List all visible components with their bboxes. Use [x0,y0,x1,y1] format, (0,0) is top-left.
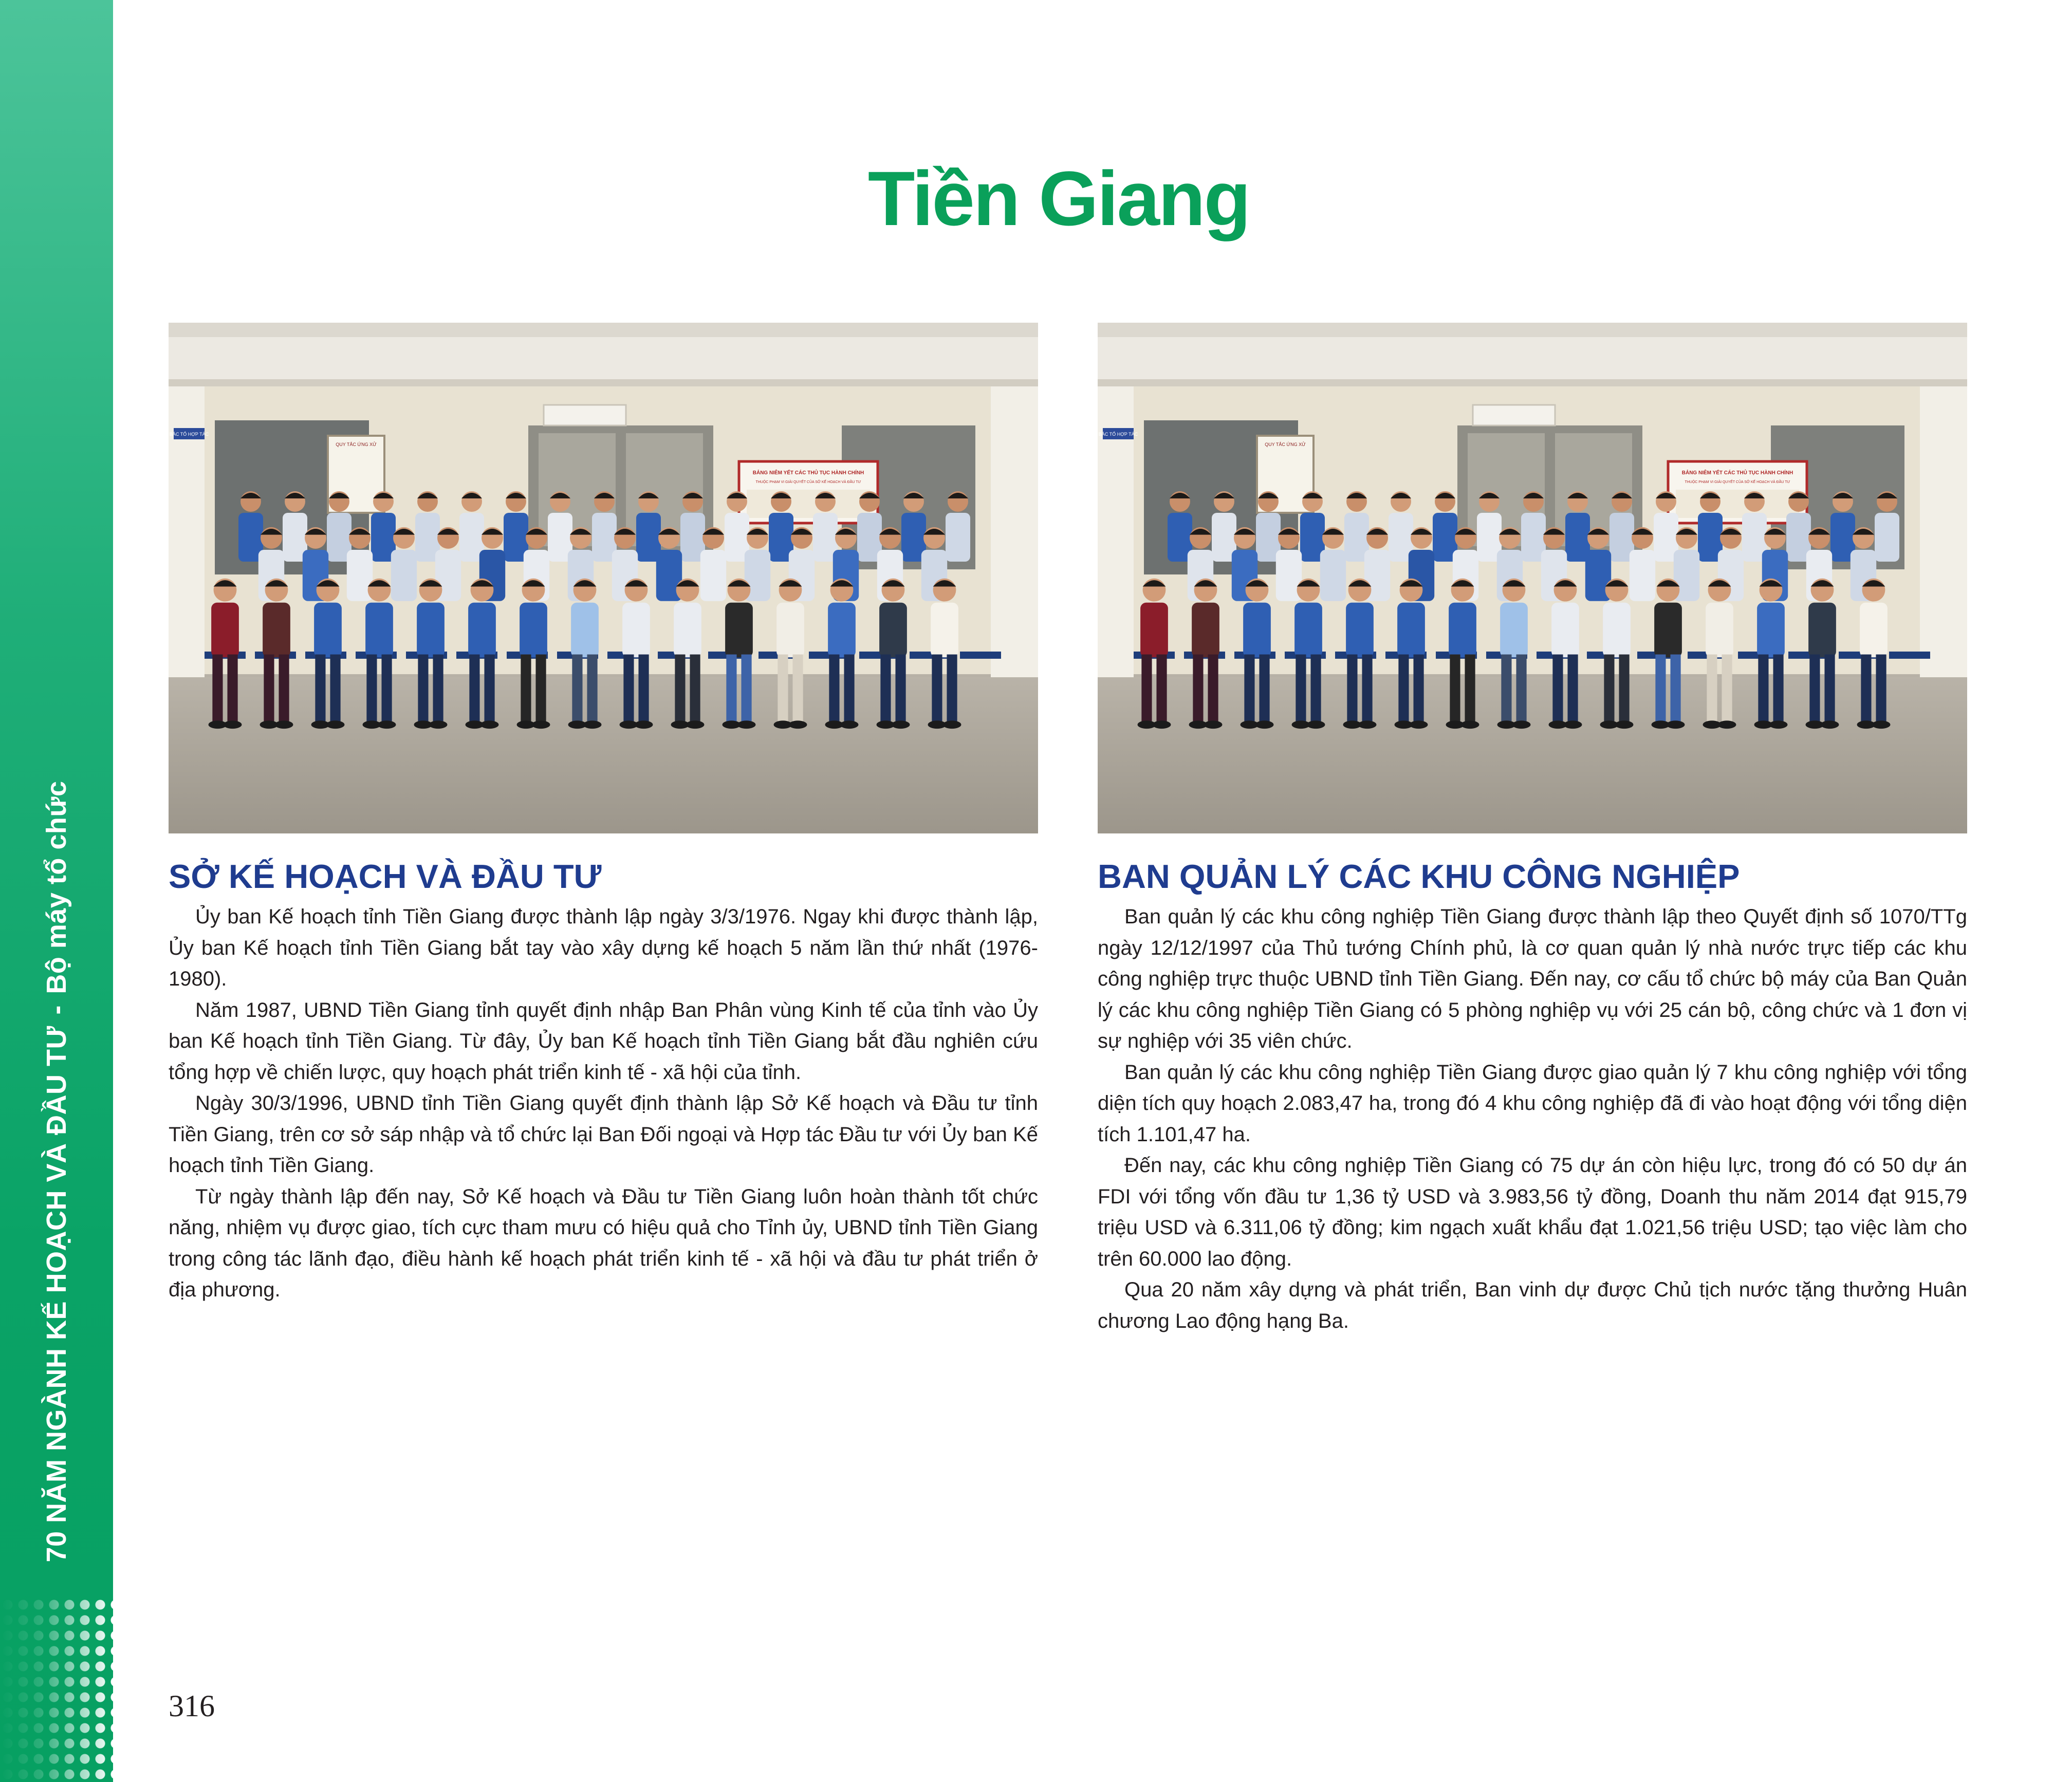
paragraph: Ngày 30/3/1996, UBND tỉnh Tiền Giang quyết định thành lập Sở Kế hoạch và Đầu tư tỉnh Tiền Giang, trên cơ sở sáp nhập và tổ chức lại Ban Đối ngoại và Hợp tác Đầu tư với Ủy ban Kế hoạch tỉnh Tiền Giang. [169,1092,1038,1177]
sign-header-text: BẢNG NIÊM YẾT CÁC THỦ TỤC HÀNH CHÍNH [1681,470,1793,476]
door-label-text: BÁC TỔ HỢP TÁC [169,432,209,437]
side-band-chapter: Bộ máy tổ chức [41,781,72,994]
paragraph: Ủy ban Kế hoạch tỉnh Tiền Giang được thành lập ngày 3/3/1976. Ngay khi được thành lập, Ủy ban Kế hoạch tỉnh Tiền Giang bắt tay vào xây dựng kế hoạch 5 năm lần thứ nhất (1976-1980). [169,905,1038,990]
side-band-caption [41,781,72,1562]
right-article [1098,855,1967,1336]
board-label-text: QUY TẮC ỨNG XỬ [1265,442,1306,447]
side-band [0,0,113,1782]
page-number: 316 [169,1689,215,1723]
side-band-book-title: 70 NĂM NGÀNH KẾ HOẠCH VÀ ĐẦU TƯ [41,1026,72,1563]
halftone-dots-decoration [0,1597,113,1782]
section-heading-industrial-zones: BAN QUẢN LÝ CÁC KHU CÔNG NGHIỆP [1098,858,1740,895]
door-label-text: BÁC TỔ HỢP TÁC [1098,432,1138,437]
left-article [169,855,1038,1306]
paragraph: Ban quản lý các khu công nghiệp Tiền Giang được giao quản lý 7 khu công nghiệp với tổng diện tích quy hoạch 2.083,47 ha, trong đó 4 khu công nghiệp đã đi vào hoạt động với tổng diện tích 1.101,47 ha. [1098,1061,1967,1146]
sign-sub-text: THUỘC PHẠM VI GIẢI QUYẾT CỦA SỞ KẾ HOẠCH VÀ ĐẦU TƯ [755,480,861,484]
side-band-separator: - [41,1005,72,1015]
group-photo-illustration [1098,323,1967,833]
paragraph: Ban quản lý các khu công nghiệp Tiền Giang được thành lập theo Quyết định số 1070/TTg ngày 12/12/1997 của Thủ tướng Chính phủ, là cơ quan quản lý nhà nước trực tiếp các khu công nghiệp trực thuộc UBND tỉnh Tiền Giang. Đến nay, cơ cấu tổ chức bộ máy của Ban Quản lý các khu công nghiệp Tiền Giang có 5 phòng nghiệp vụ với 25 cán bộ, công chức và 1 đơn vị sự nghiệp với 35 viên chức. [1098,905,1967,1052]
paragraph: Qua 20 năm xây dựng và phát triển, Ban vinh dự được Chủ tịch nước tặng thưởng Huân chương Lao động hạng Ba. [1098,1278,1967,1332]
paragraph: Đến nay, các khu công nghiệp Tiền Giang có 75 dự án còn hiệu lực, trong đó có 50 dự án FDI với tổng vốn đầu tư 1,36 tỷ USD và 3.983,56 tỷ đồng, Doanh thu năm 2014 đạt 915,79 triệu USD và 6.311,06 tỷ đồng; kim ngạch xuất khẩu đạt 1.021,56 triệu USD; tạo việc làm cho trên 60.000 lao động. [1098,1154,1967,1270]
paragraph: Từ ngày thành lập đến nay, Sở Kế hoạch và Đầu tư Tiền Giang luôn hoàn thành tốt chức năng, nhiệm vụ được giao, tích cực tham mưu có hiệu quả cho Tỉnh ủy, UBND tỉnh Tiền Giang trong công tác lãnh đạo, điều hành kế hoạch phát triển kinh tế - xã hội và đầu tư phát triển ở địa phương. [169,1185,1038,1301]
paragraph: Năm 1987, UBND Tiền Giang tỉnh quyết định nhập Ban Phân vùng Kinh tế của tỉnh vào Ủy ban Kế hoạch tỉnh Tiền Giang. Từ đây, Ủy ban Kế hoạch tỉnh Tiền Giang bắt đầu nghiên cứu tổng hợp về chiến lược, quy hoạch phát triển kinh tế - xã hội của tỉnh. [169,998,1038,1084]
group-photo-illustration [169,323,1038,833]
sign-header-text: BẢNG NIÊM YẾT CÁC THỦ TỤC HÀNH CHÍNH [752,470,864,476]
page-title: Tiền Giang [867,155,1250,242]
section-heading-department: SỞ KẾ HOẠCH VÀ ĐẦU TƯ [169,858,602,895]
group-photo-industrial-zones-board [1098,323,1967,833]
board-label-text: QUY TẮC ỨNG XỬ [336,442,377,447]
sign-sub-text: THUỘC PHẠM VI GIẢI QUYẾT CỦA SỞ KẾ HOẠCH VÀ ĐẦU TƯ [1685,480,1790,484]
group-photo-planning-department [169,323,1038,833]
